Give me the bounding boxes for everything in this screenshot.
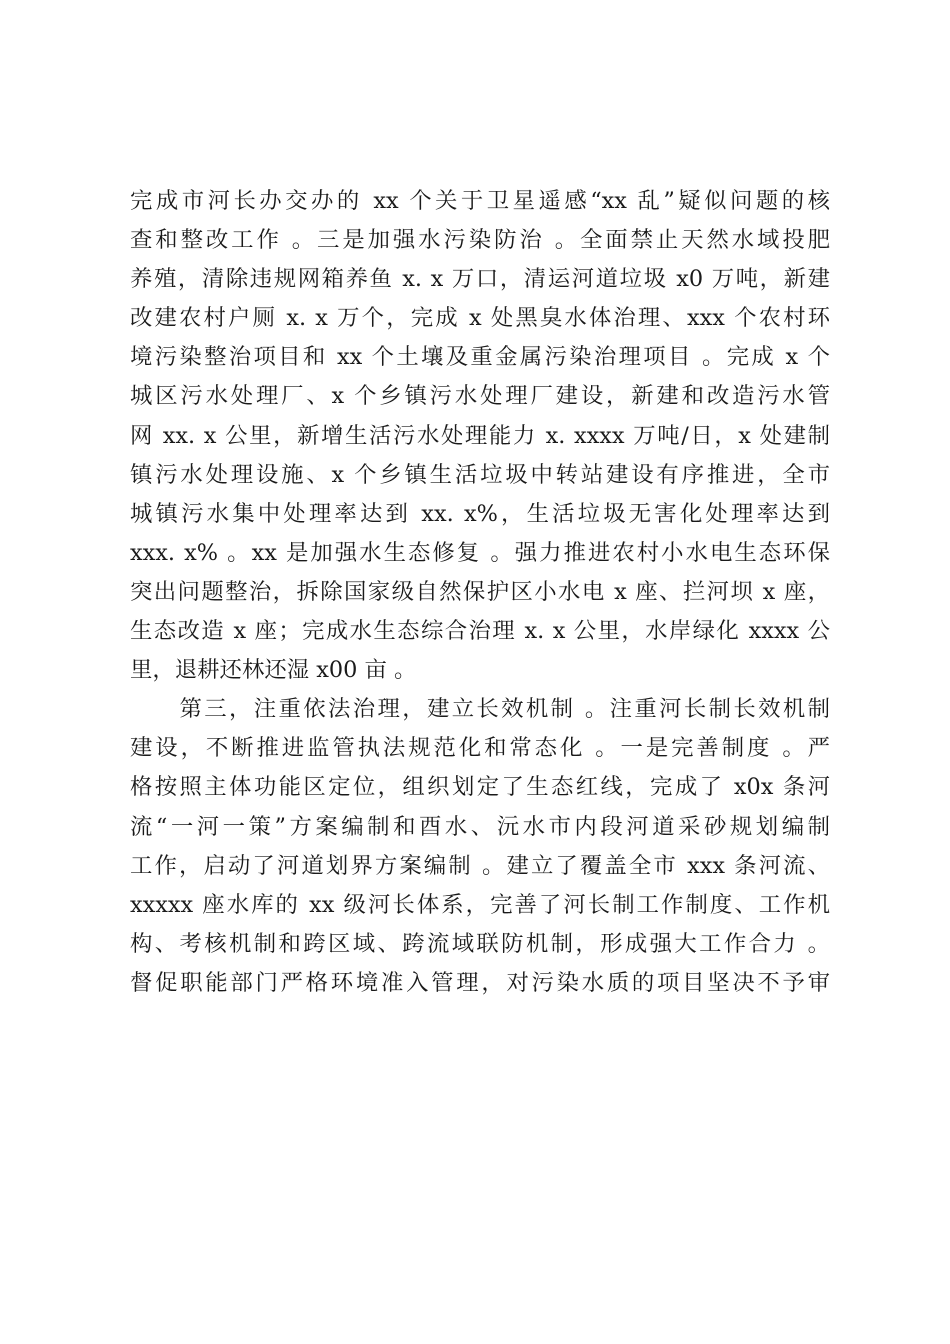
text-line: 城区污水处理厂、x 个乡镇污水处理厂建设，新建和改造污水管 (130, 383, 830, 410)
text-line: 网 xx. x 公里，新增生活污水处理能力 x. xxxx 万吨/日，x 处建制 (130, 422, 830, 449)
text-line: xxxxx 座水库的 xx 级河长体系，完善了河长制工作制度、工作机 (130, 891, 830, 918)
text-line: 第三，注重依法治理，建立长效机制 。注重河长制长效机制 (130, 696, 830, 723)
text-line: 督促职能部门严格环境准入管理，对污染水质的项目坚决不予审 (130, 969, 830, 996)
text-line: 查和整改工作 。三是加强水污染防治 。全面禁止天然水域投肥 (130, 227, 830, 254)
text-line: 建设，不断推进监管执法规范化和常态化 。一是完善制度 。严 (130, 735, 830, 762)
text-line: 改建农村户厕 x. x 万个，完成 x 处黑臭水体治理、xxx 个农村环 (130, 305, 830, 332)
text-line: 构、考核机制和跨区域、跨流域联防机制，形成强大工作合力 。 (130, 930, 830, 957)
text-line: 突出问题整治，拆除国家级自然保护区小水电 x 座、拦河坝 x 座， (130, 578, 830, 605)
text-line: 养殖，清除违规网箱养鱼 x. x 万口，清运河道垃圾 x0 万吨，新建 (130, 266, 830, 293)
text-line: 完成市河长办交办的 xx 个关于卫星遥感“xx 乱”疑似问题的核 (130, 188, 830, 214)
paragraph-1 (130, 182, 830, 690)
paragraph-2 (130, 690, 830, 1003)
text-line: 格按照主体功能区定位，组织划定了生态红线，完成了 x0x 条河 (130, 774, 830, 801)
text-line: 里，退耕还林还湿 x00 亩 。 (130, 657, 417, 684)
text-line: 流“一河一策”方案编制和酉水、沅水市内段河道采砂规划编制 (130, 813, 830, 840)
text-line: 城镇污水集中处理率达到 xx. x%，生活垃圾无害化处理率达到 (130, 500, 830, 527)
text-line: 生态改造 x 座；完成水生态综合治理 x. x 公里，水岸绿化 xxxx 公 (130, 618, 830, 645)
text-line: 境污染整治项目和 xx 个土壤及重金属污染治理项目 。完成 x 个 (130, 344, 830, 371)
text-line: xxx. x% 。xx 是加强水生态修复 。强力推进农村小水电生态环保 (130, 539, 830, 566)
text-line: 镇污水处理设施、x 个乡镇生活垃圾中转站建设有序推进，全市 (130, 461, 830, 488)
body-text (130, 182, 830, 1003)
text-line: 工作，启动了河道划界方案编制 。建立了覆盖全市 xxx 条河流、 (130, 852, 830, 879)
